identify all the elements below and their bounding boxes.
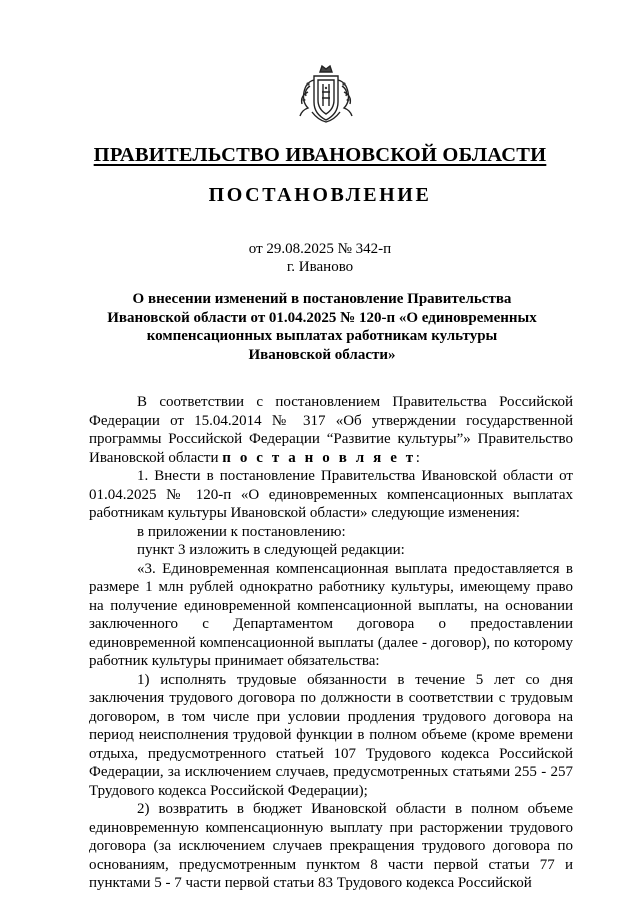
- subpoint-2-paragraph: 2) возвратить в бюджет Ивановской области в полном объеме единовременную компенсационную выплату при расторжении трудового договора (за исключением случаев прекращения трудового договора по основаниям, предусмотренным пунктом 8 части первой статьи 77 и пунктами 5 - 7 части первой статьи 83 Трудового кодекса Российской: [89, 801, 573, 891]
- item-1-paragraph: 1. Внести в постановление Правительства Ивановской области от 01.04.2025 № 120-п «О единовременных компенсационных выплатах работникам культуры Ивановской области» следующие изменения:: [89, 468, 573, 521]
- heading-line: компенсационных выплатах работникам культуры: [146, 328, 498, 344]
- preamble-paragraph: [89, 393, 573, 467]
- document-heading: [90, 290, 554, 364]
- point3-paragraph: «3. Единовременная компенсационная выплата предоставляется в размере 1 млн рублей однократно работнику культуры, имеющему право на получение единовременной компенсационной выплаты, на основании заключенного с Департаментом договора о предоставлении единовременной компенсационной выплаты (далее - договор), по которому работник культуры принимает обязательства:: [89, 560, 573, 669]
- government-title: ПРАВИТЕЛЬСТВО ИВАНОВСКОЙ ОБЛАСТИ: [93, 144, 547, 166]
- resolves-colon: :: [415, 449, 420, 466]
- annex-paragraph: в приложении к постановлению:: [137, 523, 346, 540]
- subpoint-1-paragraph: 1) исполнять трудовые обязанности в течение 5 лет со дня заключения трудового договора по должности в соответствии с трудовым договором, в том числе при условии продления трудового договора на период неисполнения трудовой функции в полном объеме (кроме времени отдыха, предусмотренного статьей 107 Трудового кодекса Российской Федерации, за исключением случаев, предусмотренных статьями 255 - 257 Трудового кодекса Российской Федерации);: [89, 671, 573, 799]
- city: г. Иваново: [286, 259, 354, 275]
- document-type: ПОСТАНОВЛЕНИЕ: [208, 184, 432, 206]
- resolves-word: п о с т а н о в л я е т: [222, 449, 416, 466]
- coat-of-arms-icon: [292, 62, 360, 126]
- point3-intro-paragraph: пункт 3 изложить в следующей редакции:: [137, 542, 405, 558]
- heading-line: О внесении изменений в постановление Правительства: [132, 291, 512, 307]
- heading-line: Ивановской области»: [248, 346, 396, 363]
- date-number: от 29.08.2025 № 342-п: [248, 241, 392, 257]
- preamble-text: В соответствии с постановлением Правительства Российской Федерации от 15.04.2014 № 317 «Об утверждении государственной программы Российской Федерации “Развитие культуры”» Правительство Ивановской области: [89, 394, 573, 466]
- date-block: [0, 240, 640, 276]
- heading-line: Ивановской области от 01.04.2025 № 120-п «О единовременных: [107, 309, 537, 326]
- document-body: [89, 393, 573, 893]
